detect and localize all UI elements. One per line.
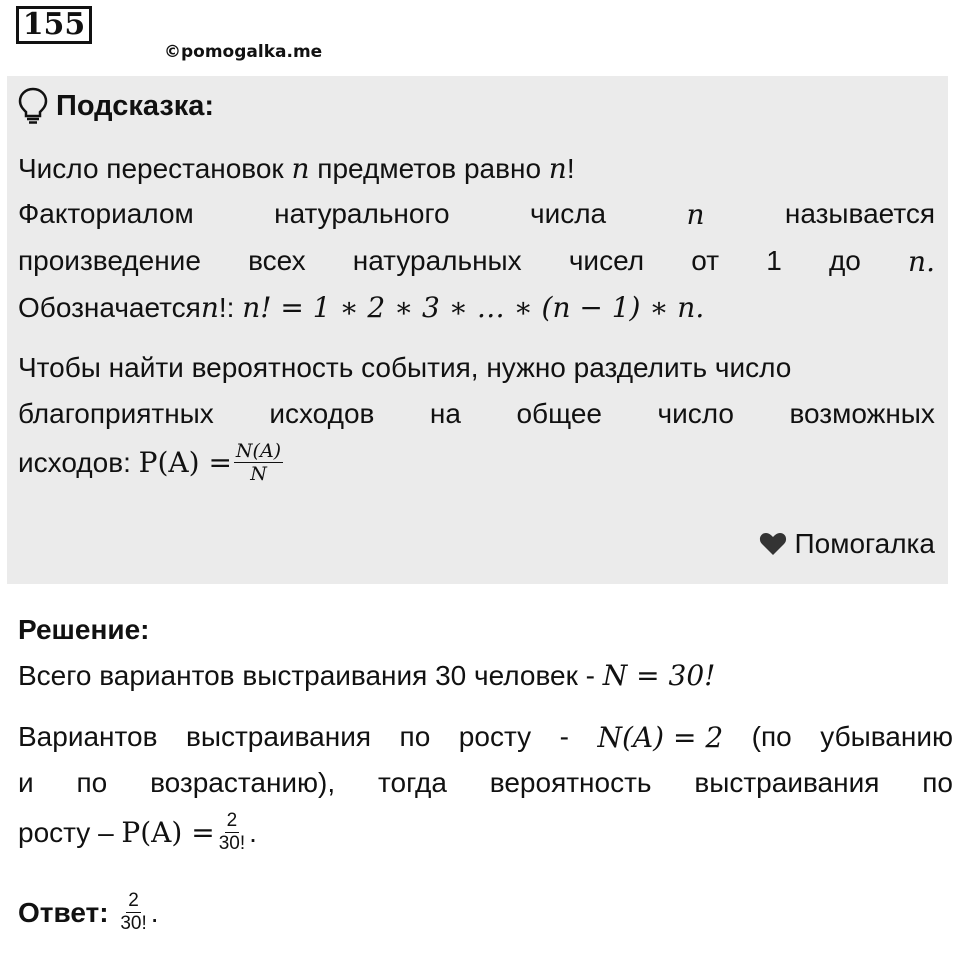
word: возрастанию), [150, 767, 336, 798]
fraction-numerator: 2 [128, 890, 139, 911]
hint-text: исходов: [18, 446, 131, 478]
hint-title [18, 86, 214, 126]
word: числа [529, 198, 607, 229]
word: на [429, 398, 461, 429]
favorable-formula: N(A) = 2 [597, 721, 724, 754]
hint-line-5 [18, 352, 935, 384]
hint-line-6 [18, 398, 935, 430]
solution-line-2 [18, 721, 953, 754]
word: натуральных [352, 245, 522, 276]
answer-label: Ответ: [18, 896, 109, 928]
total-formula: N = 30! [602, 659, 716, 692]
word: исходов [269, 398, 375, 429]
word: (по [751, 721, 792, 752]
solution-line-4 [18, 810, 935, 855]
answer-text: . [150, 896, 159, 928]
hint-text: Обозначается [18, 292, 201, 323]
word: выстраивания [185, 721, 371, 752]
word: натурального [274, 198, 450, 229]
lightbulb-icon [18, 87, 48, 125]
hint-text: ! [566, 153, 575, 184]
word: и [18, 767, 34, 798]
word: вероятность [489, 767, 652, 798]
word: - [559, 721, 569, 752]
hint-title-text: Подсказка: [56, 89, 215, 122]
answer-line [18, 890, 935, 935]
hint-line-3 [18, 245, 935, 278]
solution-line-3 [18, 767, 953, 799]
signature-text: Помогалка [794, 528, 935, 559]
word: возможных [789, 398, 935, 429]
probability-fraction [234, 440, 283, 485]
word: Факториалом [18, 198, 194, 229]
word: росту [458, 721, 532, 752]
fraction-denominator: 30! [218, 833, 246, 854]
hint-line-2 [18, 198, 935, 231]
solution-title: Решение: [18, 614, 150, 645]
hint-line-7 [18, 440, 935, 485]
solution-text: Всего вариантов выстраивания 30 человек - [18, 660, 595, 691]
word: 1 [766, 245, 782, 276]
hint-text: !: [218, 292, 235, 323]
fraction-numerator: N(A) [235, 440, 282, 462]
watermark: ©pomogalka.me [164, 42, 323, 62]
math-var: n [291, 152, 310, 185]
word: по [76, 767, 108, 798]
hint-text: Число перестановок [18, 153, 284, 184]
fraction-numerator: 2 [226, 810, 238, 831]
word: число [657, 398, 734, 429]
word: по [399, 721, 431, 752]
word: Вариантов [18, 721, 158, 752]
word: тогда [378, 767, 447, 798]
task-number: 155 [16, 6, 92, 44]
word: произведение [18, 245, 201, 276]
word: общее [516, 398, 602, 429]
heart-icon [759, 532, 787, 556]
word: до [828, 245, 861, 276]
word: выстраивания [694, 767, 880, 798]
fraction-denominator: N [250, 463, 267, 485]
answer-fraction [118, 890, 148, 935]
word: убыванию [820, 721, 953, 752]
math-var: n. [908, 245, 935, 278]
solution-line-1 [18, 659, 935, 692]
probability-formula: P(A) = [121, 816, 215, 849]
solution-text: росту – [18, 816, 114, 848]
word: благоприятных [18, 398, 214, 429]
word: чисел [568, 245, 645, 276]
solution-text: . [249, 816, 257, 848]
word: по [922, 767, 953, 798]
hint-line-1 [18, 152, 935, 185]
fraction-denominator: 30! [120, 913, 147, 934]
math-var: n [200, 291, 219, 324]
solution-fraction [217, 810, 247, 855]
hint-line-4 [18, 291, 935, 324]
signature [759, 528, 935, 560]
factorial-formula: n! = 1 ∗ 2 ∗ 3 ∗ … ∗ (n − 1) ∗ n. [242, 291, 705, 324]
word: всех [248, 245, 306, 276]
probability-formula: P(A) = [138, 446, 232, 479]
word: от [691, 245, 720, 276]
math-var: n [686, 198, 705, 231]
hint-text: Чтобы найти вероятность события, нужно разделить число [18, 352, 792, 383]
math-var: n [548, 152, 567, 185]
word: называется [784, 198, 935, 229]
hint-text: предметов равно [317, 153, 542, 184]
